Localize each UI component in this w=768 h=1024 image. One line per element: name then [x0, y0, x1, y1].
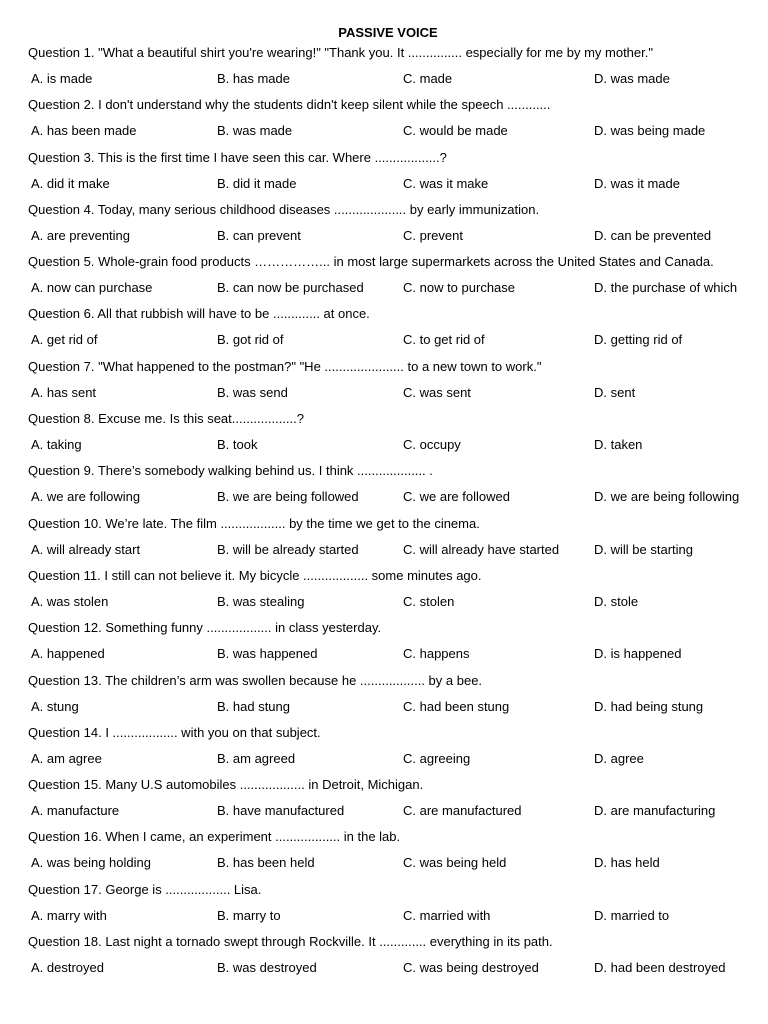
question-6 [28, 307, 748, 359]
option-d: D. sent [594, 384, 636, 400]
question-11 [28, 569, 748, 621]
option-c: C. married with [403, 907, 491, 923]
option-a: A. will already start [31, 541, 141, 557]
option-d: D. the purchase of which [594, 280, 738, 296]
option-c: C. was sent [403, 384, 471, 400]
question-18 [28, 935, 748, 987]
answer-options [28, 72, 748, 98]
option-c: C. occupy [403, 437, 461, 453]
option-a: A. we are following [31, 489, 141, 505]
question-list [28, 46, 748, 987]
question-text: Question 5. Whole-grain food products ……………... in most large supermarkets across the United States and Canada. [28, 254, 714, 270]
option-c: C. made [403, 71, 453, 86]
option-d: D. will be starting [594, 541, 693, 557]
option-c: C. prevent [403, 227, 463, 243]
option-a: A. get rid of [31, 332, 98, 348]
option-a: A. am agree [31, 750, 102, 766]
answer-options [28, 595, 748, 621]
option-a: A. has been made [31, 123, 137, 139]
option-d: D. had being stung [594, 698, 704, 714]
document-title: PASSIVE VOICE [338, 25, 438, 40]
option-a: A. is made [31, 71, 93, 86]
answer-options [28, 124, 748, 150]
option-d: D. was it made [594, 175, 680, 191]
option-d: D. married to [594, 907, 670, 923]
question-1 [28, 46, 748, 98]
option-b: B. am agreed [217, 750, 296, 766]
question-text: Question 3. This is the first time I have seen this car. Where ..................? [28, 149, 447, 165]
question-text: Question 9. There’s somebody walking behind us. I think ................... . [28, 463, 433, 479]
option-c: C. happens [403, 646, 470, 662]
option-a: A. has sent [31, 384, 97, 400]
option-b: B. took [217, 437, 258, 453]
question-text: Question 13. The children’s arm was swollen because he .................. by a bee. [28, 672, 483, 688]
question-text: Question 16. When I came, an experiment .................. in the lab. [28, 829, 401, 845]
question-text: Question 14. I .................. with you on that subject. [28, 724, 321, 740]
option-b: B. has been held [217, 855, 315, 871]
option-a: A. destroyed [31, 960, 104, 976]
question-3 [28, 151, 748, 203]
answer-options [28, 804, 748, 830]
answer-options [28, 333, 748, 359]
question-16 [28, 830, 748, 882]
question-text: Question 18. Last night a tornado swept through Rockville. It ............. everything in its path. [28, 934, 553, 950]
option-d: D. has held [594, 855, 660, 871]
option-a: A. happened [31, 646, 105, 662]
question-8 [28, 412, 748, 464]
option-c: C. now to purchase [403, 280, 516, 296]
option-b: B. was destroyed [217, 960, 317, 976]
option-b: B. has made [217, 71, 290, 86]
option-c: C. we are followed [403, 489, 510, 505]
option-b: B. was happened [217, 646, 318, 662]
answer-options [28, 543, 748, 569]
question-text: Question 12. Something funny .................. in class yesterday. [28, 620, 382, 636]
option-c: C. to get rid of [403, 332, 485, 348]
question-text: Question 2. I don't understand why the students didn't keep silent while the speech ............ [28, 97, 551, 113]
option-b: B. was send [217, 384, 288, 400]
answer-options [28, 647, 748, 673]
question-7 [28, 360, 748, 412]
question-text: Question 4. Today, many serious childhood diseases .................... by early immunization. [28, 201, 540, 217]
option-c: C. agreeing [403, 750, 471, 766]
option-d: D. had been destroyed [594, 960, 726, 976]
question-text: Question 7. "What happened to the postman?" "He ...................... to a new town to work." [28, 358, 542, 374]
answer-options [28, 856, 748, 882]
option-d: D. can be prevented [594, 227, 712, 243]
option-c: C. had been stung [403, 698, 510, 714]
option-a: A. manufacture [31, 803, 120, 819]
question-15 [28, 778, 748, 830]
option-a: A. did it make [31, 175, 110, 191]
question-10 [28, 517, 748, 569]
option-d: D. taken [594, 437, 643, 453]
option-d: D. was being made [594, 123, 706, 139]
option-a: A. are preventing [31, 227, 131, 243]
option-b: B. marry to [217, 907, 281, 923]
answer-options [28, 752, 748, 778]
answer-options [28, 438, 748, 464]
option-d: D. we are being following [594, 489, 740, 505]
option-a: A. stung [31, 698, 79, 714]
option-a: A. now can purchase [31, 280, 153, 296]
question-14 [28, 726, 748, 778]
option-b: B. had stung [217, 698, 290, 714]
question-text: Question 1. "What a beautiful shirt you're wearing!" "Thank you. It ............... especially for me by my mother." [28, 45, 653, 60]
answer-options [28, 281, 748, 307]
question-4 [28, 203, 748, 255]
option-d: D. stole [594, 593, 639, 609]
option-b: B. was made [217, 123, 293, 139]
option-c: C. will already have started [403, 541, 560, 557]
option-d: D. is happened [594, 646, 682, 662]
answer-options [28, 700, 748, 726]
question-9 [28, 464, 748, 516]
question-text: Question 10. We’re late. The film .................. by the time we get to the cinema. [28, 515, 480, 531]
option-b: B. can now be purchased [217, 280, 364, 296]
answer-options [28, 961, 748, 987]
option-b: B. was stealing [217, 593, 305, 609]
option-c: C. was being destroyed [403, 960, 539, 976]
question-text: Question 15. Many U.S automobiles .................. in Detroit, Michigan. [28, 777, 424, 793]
option-d: D. agree [594, 750, 644, 766]
question-12 [28, 621, 748, 673]
answer-options [28, 177, 748, 203]
question-13 [28, 674, 748, 726]
option-c: C. was it make [403, 175, 489, 191]
option-b: B. have manufactured [217, 803, 345, 819]
option-a: A. was being holding [31, 855, 151, 871]
option-b: B. we are being followed [217, 489, 359, 505]
option-a: A. marry with [31, 907, 107, 923]
answer-options [28, 386, 748, 412]
option-b: B. got rid of [217, 332, 284, 348]
option-d: D. getting rid of [594, 332, 683, 348]
option-c: C. stolen [403, 593, 455, 609]
answer-options [28, 490, 748, 516]
option-a: A. taking [31, 437, 82, 453]
answer-options [28, 909, 748, 935]
option-c: C. would be made [403, 123, 508, 139]
question-text: Question 8. Excuse me. Is this seat..................? [28, 411, 305, 427]
question-text: Question 11. I still can not believe it. My bicycle .................. some minutes ago. [28, 567, 482, 583]
option-b: B. can prevent [217, 227, 301, 243]
question-text: Question 6. All that rubbish will have to be ............. at once. [28, 306, 370, 322]
answer-options [28, 229, 748, 255]
question-5 [28, 255, 748, 307]
question-17 [28, 883, 748, 935]
question-text: Question 17. George is .................. Lisa. [28, 881, 262, 897]
question-2 [28, 98, 748, 150]
option-d: D. was made [594, 71, 670, 86]
option-b: B. did it made [217, 175, 297, 191]
option-d: D. are manufacturing [594, 803, 716, 819]
option-c: C. are manufactured [403, 803, 522, 819]
option-b: B. will be already started [217, 541, 359, 557]
option-c: C. was being held [403, 855, 507, 871]
option-a: A. was stolen [31, 593, 109, 609]
